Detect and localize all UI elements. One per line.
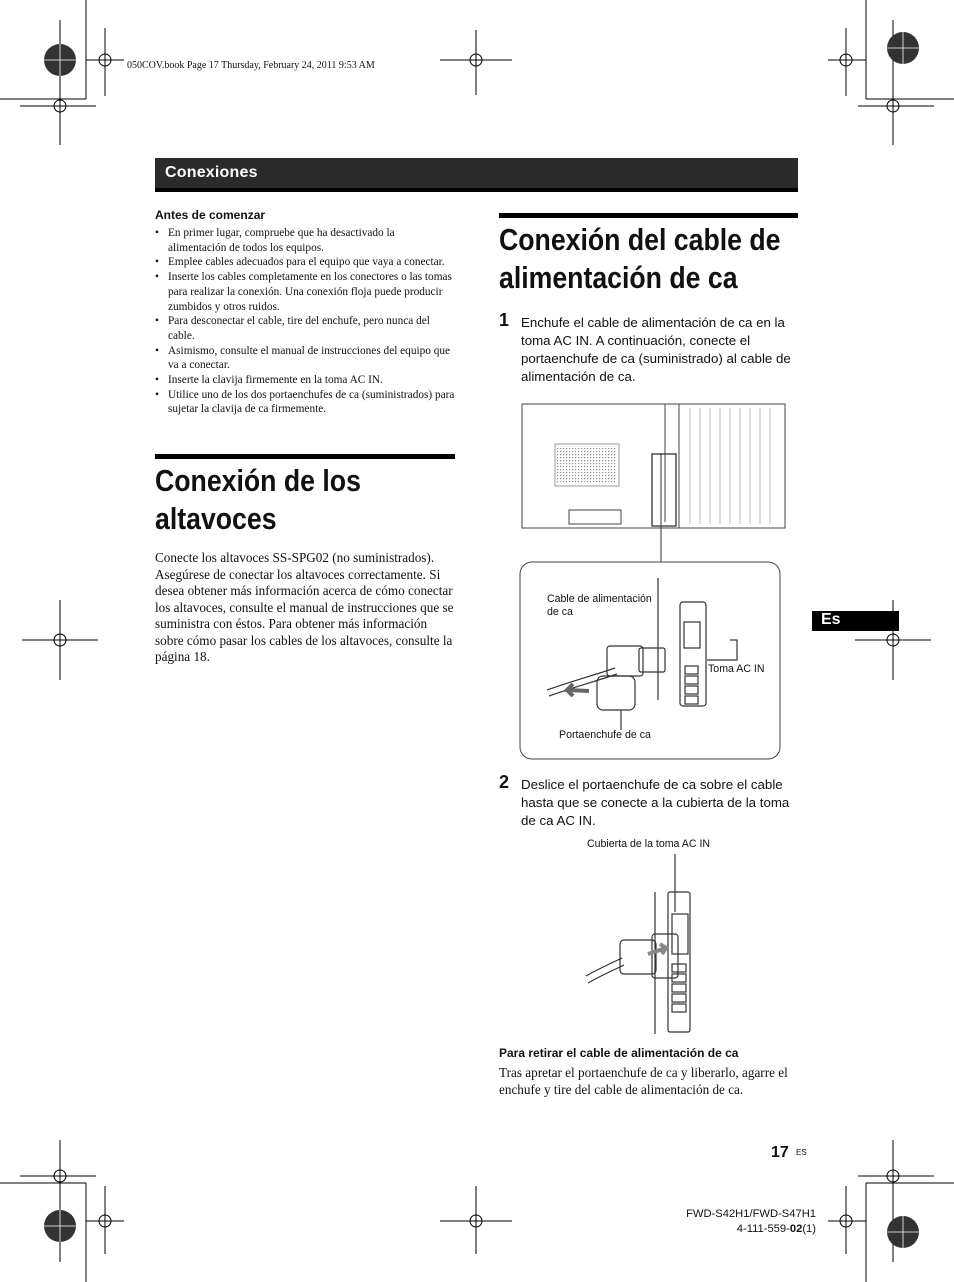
speakers-body: Conecte los altavoces SS-SPG02 (no suministrados). Asegúrese de conectar los altavoces correctamente. Si desea obtener más información acerca de cómo conectar los altavoces, consulte el manual de instrucciones que se suministra con éstos. Para obtener más información sobre cómo pasar los cables de los altavoces, consulte la página 18.: [155, 550, 454, 664]
remove-heading: Para retirar el cable de alimentación de ca: [499, 1046, 739, 1060]
model-number: FWD-S42H1/FWD-S47H1: [686, 1208, 816, 1220]
before-start-heading: Antes de comenzar: [155, 208, 266, 222]
step2-number: 2: [499, 772, 510, 792]
section-title: Conexiones: [165, 164, 258, 181]
model-code-suffix: (1): [802, 1223, 816, 1235]
page-lang: ES: [796, 1148, 807, 1157]
language-tab-label: Es: [821, 611, 841, 628]
model-code: [737, 1222, 816, 1236]
speakers-rule: [155, 454, 455, 459]
list-item: • Emplee cables adecuados para el equipo que vaya a conectar.: [155, 255, 455, 270]
model-code-prefix: 4-111-559-: [736, 1223, 790, 1235]
section-title-bar: [155, 158, 798, 192]
list-item: • Asimismo, consulte el manual de instrucciones del equipo que va a conectar.: [155, 344, 455, 373]
list-item: • En primer lugar, compruebe que ha desactivado la alimentación de todos los equipos.: [155, 226, 455, 255]
fig1-cable-label: Cable de alimentación de ca: [547, 593, 652, 618]
language-tab: [812, 611, 899, 631]
before-start-list: [155, 226, 455, 417]
fig1-holder-label: Portaenchufe de ca: [559, 729, 651, 741]
model-code-bold: 02: [789, 1223, 803, 1235]
list-item: • Inserte los cables completamente en los conectores o las tomas para realizar la conexión. Una conexión floja puede producir zumbidos y otros ruidos.: [155, 270, 455, 314]
step2-text: Deslice el portaenchufe de ca sobre el cable hasta que se conecte a la cubierta de la toma de ca AC IN.: [521, 777, 790, 828]
step1-number: 1: [499, 310, 510, 330]
rear-panel-figure: [515, 400, 790, 765]
list-item: • Utilice uno de los dos portaenchufes de ca (suministrados) para sujetar la clavija de ca firmemente.: [155, 388, 455, 417]
power-title: Conexión del cable de alimentación de ca: [499, 222, 781, 295]
fig2-label: Cubierta de la toma AC IN: [587, 838, 711, 850]
list-item: • Para desconectar el cable, tire del enchufe, pero nunca del cable.: [155, 314, 455, 343]
remove-body: Tras apretar el portaenchufe de ca y liberarlo, agarre el enchufe y tire del cable de alimentación de ca.: [499, 1065, 788, 1097]
power-rule: [499, 213, 798, 218]
list-item: • Inserte la clavija firmemente en la toma AC IN.: [155, 373, 455, 388]
speakers-title: Conexión de los altavoces: [155, 463, 361, 536]
fig1-acin-label: Toma AC IN: [708, 663, 765, 675]
step1-text: Enchufe el cable de alimentación de ca en la toma AC IN. A continuación, conecte el portaenchufe de ca (suministrado) al cable de alimentación de ca.: [521, 315, 791, 384]
book-header: 050COV.book Page 17 Thursday, February 24, 2011 9:53 AM: [127, 60, 375, 71]
page-number: 17: [771, 1144, 789, 1161]
acin-cover-figure: [580, 852, 710, 1037]
